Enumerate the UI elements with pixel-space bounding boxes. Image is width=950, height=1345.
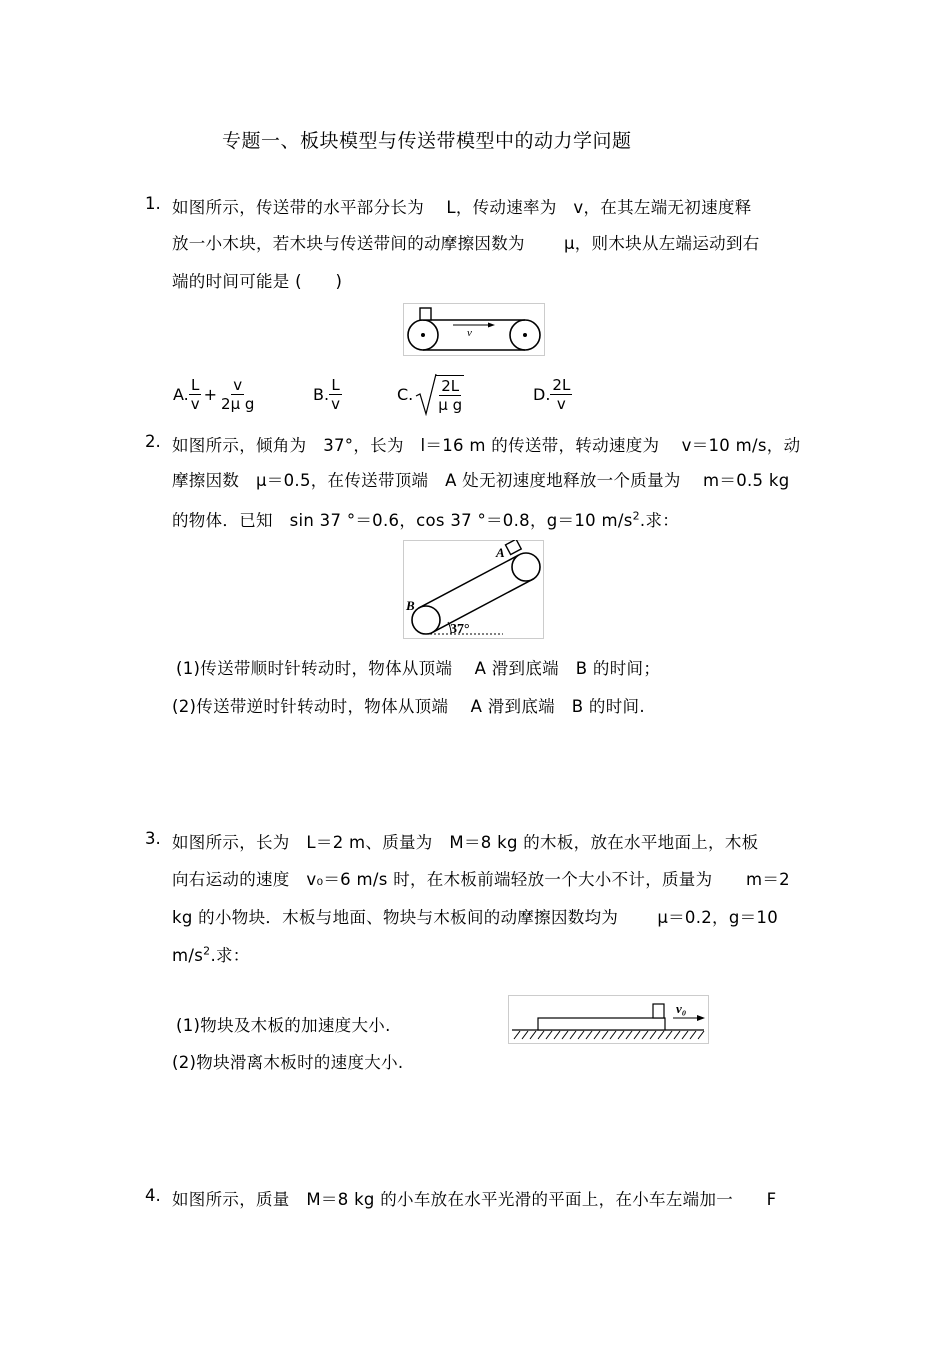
- q2-line1: 如图所示，倾角为 37°，长为 l＝16 m 的传送带，转动速度为 v＝10 m/s，动: [172, 436, 801, 455]
- q2-incline-figure: [403, 540, 544, 639]
- q1-option-b[interactable]: [313, 372, 342, 416]
- q1-line3: 端的时间可能是 ( ): [172, 272, 343, 291]
- q3-figure-velocity-label: v₀: [676, 1001, 687, 1016]
- q3-line2: 向右运动的速度 v₀＝6 m/s 时，在木板前端轻放一个大小不计，质量为 m＝2: [172, 870, 790, 889]
- q2-number: 2.: [145, 432, 161, 451]
- numerator: 2L: [441, 376, 460, 395]
- q3-sub2: (2)物块滑离木板时的速度大小.: [172, 1053, 404, 1072]
- option-d-fraction: [550, 376, 572, 413]
- q1-option-d[interactable]: [533, 372, 572, 416]
- numerator: L: [331, 375, 340, 394]
- q1-option-c[interactable]: [397, 372, 464, 416]
- q2-figure-label-b: B: [406, 598, 415, 613]
- q3-line4-superscript: 2: [203, 944, 211, 958]
- option-c-label: C.: [397, 384, 414, 404]
- option-a-fraction-2: [219, 376, 256, 413]
- q3-line4-text: m/s: [172, 946, 204, 965]
- numerator: v: [233, 375, 243, 394]
- option-b-fraction: [329, 376, 342, 413]
- q3-line3: kg 的小物块．木板与地面、物块与木板间的动摩擦因数均为 μ＝0.2，g＝10: [172, 908, 779, 927]
- q2-line3-superscript: 2: [632, 509, 640, 523]
- option-a-label: A.: [173, 384, 189, 404]
- q3-sub1: (1)物块及木板的加速度大小.: [176, 1016, 391, 1035]
- q2-sub2: (2)传送带逆时针转动时，物体从顶端 A 滑到底端 B 的时间.: [172, 697, 645, 716]
- denominator: v: [331, 394, 340, 413]
- q2-line3-end: .求：: [639, 511, 680, 530]
- option-b-label: B.: [313, 384, 330, 404]
- q1-figure-velocity-label: v: [467, 327, 472, 339]
- q4-number: 4.: [145, 1186, 161, 1205]
- denominator: v: [556, 394, 566, 413]
- denominator: 2μ g: [221, 394, 255, 413]
- q1-conveyor-figure: [403, 303, 545, 356]
- denominator: v: [190, 394, 200, 413]
- option-d-label: D.: [533, 384, 551, 404]
- q3-line4: [172, 942, 250, 966]
- q3-line4-end: .求：: [210, 946, 250, 965]
- q3-line1: 如图所示，长为 L＝2 m、质量为 M＝8 kg 的木板，放在水平地面上，木板: [172, 833, 759, 852]
- numerator: L: [191, 375, 200, 394]
- q4-line1: 如图所示，质量 M＝8 kg 的小车放在水平光滑的平面上，在小车左端加一 F: [172, 1190, 777, 1209]
- q2-line3-text: 的物体．已知 sin 37 °＝0.6，cos 37 °＝0.8，g＝10 m/s: [172, 511, 633, 530]
- q3-board-figure: [508, 995, 709, 1044]
- numerator: 2L: [552, 375, 571, 394]
- q1-number: 1.: [145, 194, 161, 213]
- q2-line3: [172, 507, 679, 531]
- option-a-fraction-1: [189, 376, 202, 413]
- q1-line2: 放一小木块，若木块与传送带间的动摩擦因数为 μ，则木块从左端运动到右: [172, 234, 760, 253]
- plus-sign: +: [203, 384, 218, 404]
- q2-figure-angle-label: 37°: [450, 622, 470, 637]
- q3-number: 3.: [145, 829, 161, 848]
- page-title: 专题一、板块模型与传送带模型中的动力学问题: [222, 130, 632, 152]
- q2-figure-label-a: A: [496, 545, 505, 560]
- square-root-icon: [415, 372, 437, 416]
- denominator: μ g: [438, 395, 463, 414]
- option-c-fraction: [436, 375, 464, 414]
- q1-line1: 如图所示，传送带的水平部分长为 L，传动速率为 v，在其左端无初速度释: [172, 198, 752, 217]
- q2-sub1: (1)传送带顺时针转动时，物体从顶端 A 滑到底端 B 的时间；: [176, 659, 661, 678]
- q2-line2: 摩擦因数 μ＝0.5，在传送带顶端 A 处无初速度地释放一个质量为 m＝0.5 kg: [172, 471, 790, 490]
- q1-option-a[interactable]: [173, 372, 256, 416]
